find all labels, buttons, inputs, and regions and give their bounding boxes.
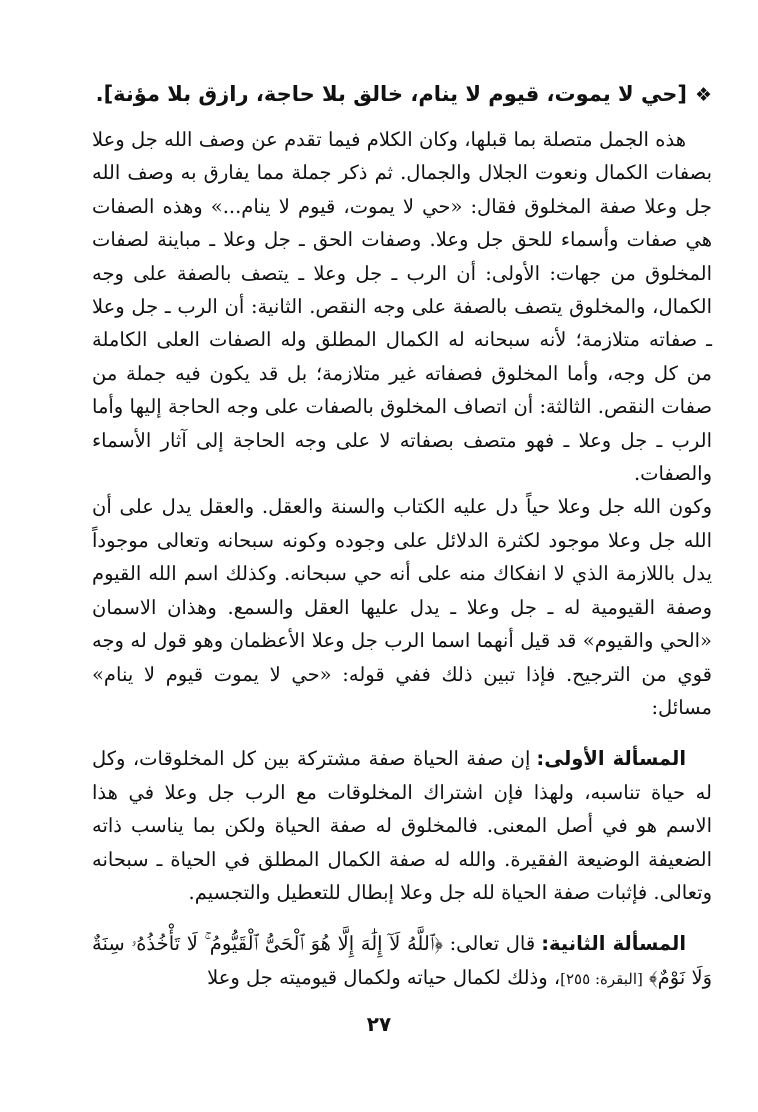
- second-issue-intro: قال تعالى:: [449, 932, 536, 956]
- quran-verse: ﴿ٱللَّهُ لَآ إِلَٰهَ إِلَّا هُوَ ٱلْحَىُّ ٱلْقَيُّومُ ۚ لَا تَأْخُذُهُۥ سِنَةٌ وَلَا نَوْمٌ﴾: [92, 932, 712, 989]
- first-issue-paragraph: [92, 742, 712, 909]
- second-issue-paragraph: [92, 927, 712, 996]
- second-issue-label: المسألة الثانية:: [541, 932, 687, 956]
- first-issue-label: المسألة الأولى:: [536, 747, 686, 771]
- page-body: [92, 72, 712, 996]
- diamond-bullet-icon: ❖: [694, 84, 712, 106]
- first-issue-text: إن صفة الحياة صفة مشتركة بين كل المخلوقات، وكل له حياة تناسبه، ولهذا فإن اشتراك المخلوقات مع الرب جل وعلا في هذا الاسم هو في أصل المعنى. فالمخلوق له صفة الحياة ولكن بما يناسب ذاته الضعيفة الوضيعة الفقيرة. والله له صفة الكمال المطلق في الحياة ـ سبحانه وتعالى. فإثبات صفة الحياة لله جل وعلا إبطال للتعطيل والتجسيم.: [92, 747, 712, 904]
- verse-reference: [البقرة: ٢٥٥]: [560, 969, 643, 988]
- second-issue-text: ، وذلك لكمال حياته ولكمال قيوميته جل وعلا: [207, 965, 561, 989]
- section-heading: [92, 72, 712, 117]
- page-number: ٢٧: [366, 1012, 392, 1036]
- section-heading-text: [حي لا يموت، قيوم لا ينام، خالق بلا حاجة، رازق بلا مؤنة].: [95, 82, 687, 106]
- life-evidence-paragraph: وكون الله جل وعلا حياً دل عليه الكتاب والسنة والعقل. والعقل يدل على أن الله جل وعلا موجود لكثرة الدلائل على وجوده وكونه سبحانه وتعالى موجوداً يدل باللازمة الذي لا انفكاك منه على أنه حي سبحانه. وكذلك اسم الله القيوم وصفة القيومية له ـ جل وعلا ـ يدل عليها العقل والسمع. وهذان الاسمان «الحي والقيوم» قد قيل أنهما اسما الرب جل وعلا الأعظمان وهو قول له وجه قوي من الترجيح. فإذا تبين ذلك ففي قوله: «حي لا يموت قيوم لا ينام» مسائل:: [92, 495, 712, 719]
- intro-paragraph: هذه الجمل متصلة بما قبلها، وكان الكلام فيما تقدم عن وصف الله جل وعلا بصفات الكمال ونعوت الجلال والجمال. ثم ذكر جملة مما يفارق به وصف الله جل وعلا صفة المخلوق فقال: «حي لا يموت، قيوم لا ينام...» وهذه الصفات هي صفات وأسماء للحق جل وعلا. وصفات الحق ـ جل وعلا ـ مباينة لصفات المخلوق من جهات: الأولى: أن الرب ـ جل وعلا ـ يتصف بالصفة على وجه الكمال، والمخلوق يتصف بالصفة على وجه النقص. الثانية: أن الرب ـ جل وعلا ـ صفاته متلازمة؛ لأنه سبحانه له الكمال المطلق وله الصفات العلى الكاملة من كل وجه، وأما المخلوق فصفاته غير متلازمة؛ بل قد يكون فيه جملة من صفات النقص. الثالثة: أن اتصاف المخلوق بالصفات على وجه الحاجة إليها وأما الرب ـ جل وعلا ـ فهو متصف بصفاته لا على وجه الحاجة إلى آثار الأسماء والصفات.: [92, 128, 712, 486]
